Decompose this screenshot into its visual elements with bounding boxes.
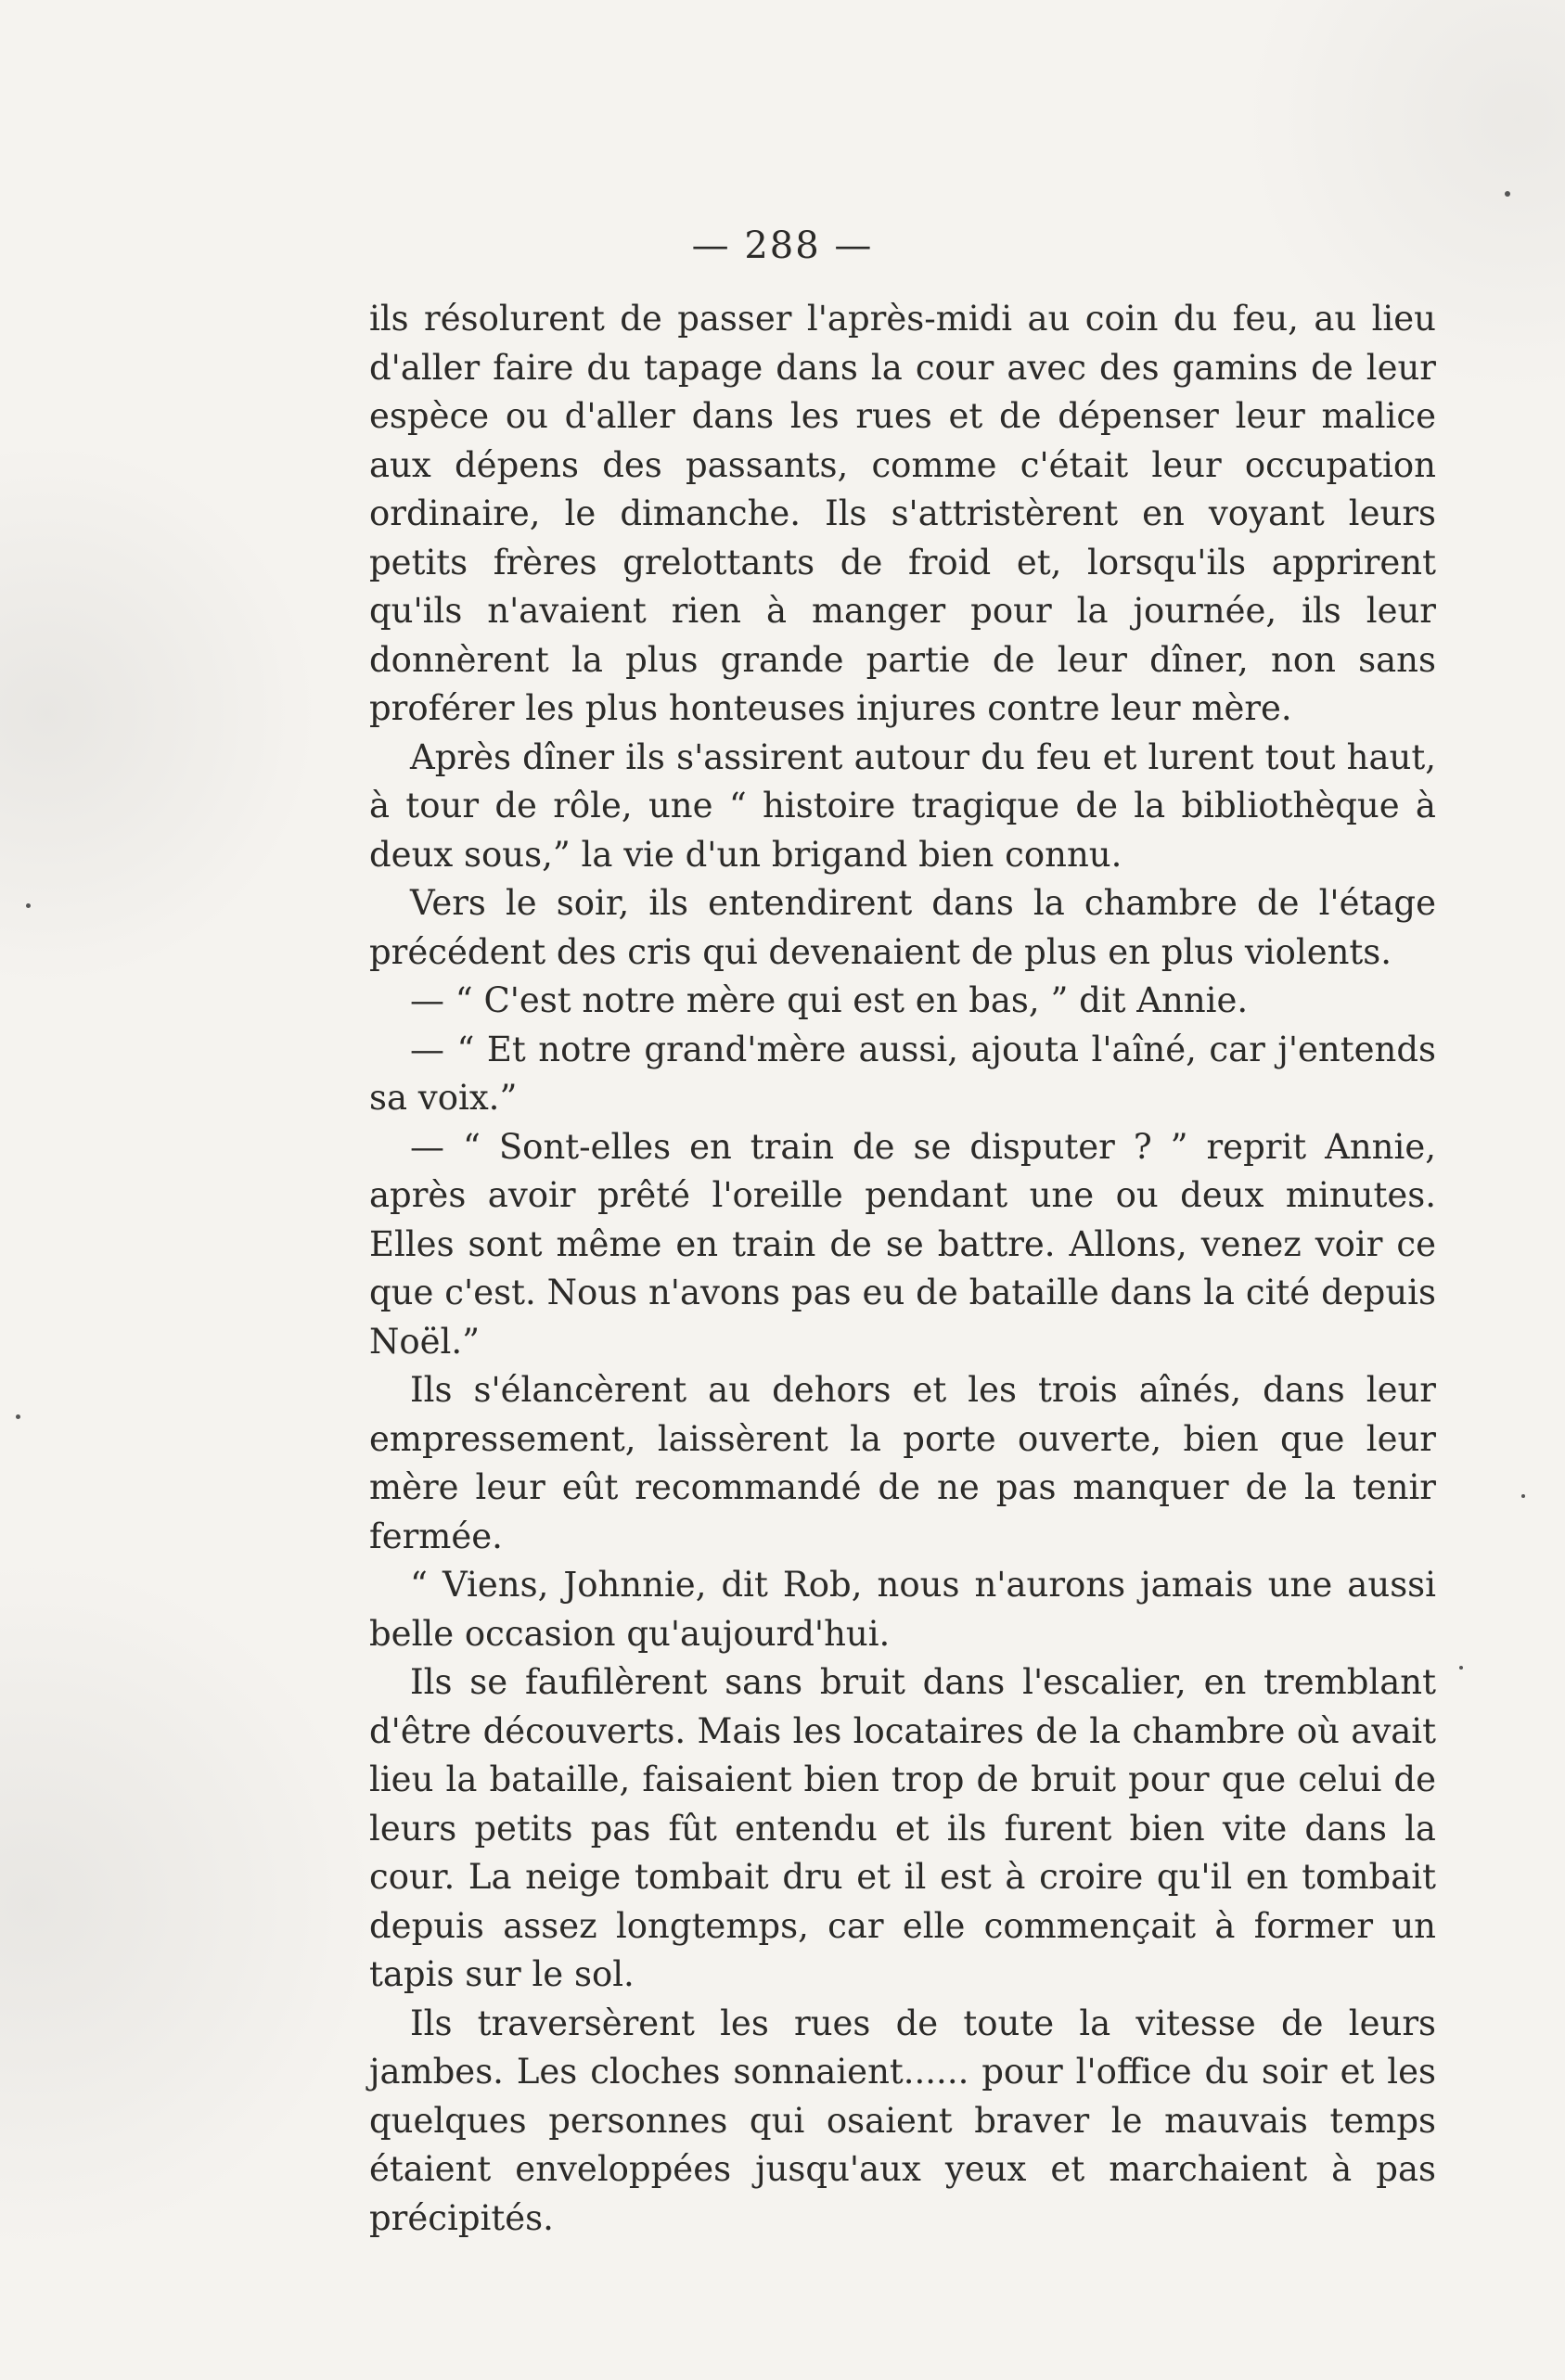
paragraph: “ Viens, Johnnie, dit Rob, nous n'aurons jamais une aussi belle occasion qu'aujourd'hui. [369, 1565, 1436, 1654]
scan-speck [16, 1414, 20, 1419]
paragraph: Ils s'élancèrent au dehors et les trois aînés, dans leur empressement, laissèrent la porte ouverte, bien que leur mère leur eût recommandé de ne pas manquer de la tenir fermée. [369, 1370, 1436, 1556]
paragraph: Après dîner ils s'assirent autour du feu et lurent tout haut, à tour de rôle, une “ histoire tragique de la bibliothèque à deux sous,” la vie d'un brigand bien connu. [369, 736, 1436, 875]
scan-speck [1521, 1494, 1525, 1498]
body-text [369, 295, 1436, 2243]
paragraph: — “ Et notre grand'mère aussi, ajouta l'aîné, car j'entends sa voix.” [369, 1029, 1436, 1118]
paragraph: — “ C'est notre mère qui est en bas, ” dit Annie. [410, 980, 1249, 1020]
paragraph: ils résolurent de passer l'après-midi au coin du feu, au lieu d'aller faire du tapage dans la cour avec des gamins de leur espèce ou d'aller dans les rues et de dépenser leur malice aux dépens des passants, comme c'était leur occupation ordinaire, le dimanche. Ils s'attristèrent en voyant leurs petits frères grelottants de froid et, lorsqu'ils apprirent qu'ils n'avaient rien à manger pour la journée, ils leur donnèrent la plus grande partie de leur dîner, non sans proférer les plus honteuses injures contre leur mère. [369, 299, 1436, 728]
scan-speck [26, 903, 31, 908]
paragraph: — “ Sont-elles en train de se disputer ? ” reprit Annie, après avoir prêté l'oreille pendant une ou deux minutes. Elles sont même en train de se battre. Allons, venez voir ce que c'est. Nous n'avons pas eu de bataille dans la cité depuis Noël.” [369, 1126, 1436, 1362]
scan-speck [1459, 1666, 1463, 1670]
page-number: — 288 — [691, 224, 874, 267]
scan-speck [1505, 191, 1510, 197]
paragraph: Vers le soir, ils entendirent dans la chambre de l'étage précédent des cris qui devenaient de plus en plus violents. [369, 883, 1436, 972]
paragraph: Ils se faufilèrent sans bruit dans l'escalier, en tremblant d'être découverts. Mais les locataires de la chambre où avait lieu la bataille, faisaient bien trop de bruit pour que celui de leurs petits pas fût entendu et ils furent bien vite dans la cour. La neige tombait dru et il est à croire qu'il en tombait depuis assez longtemps, car elle commençait à former un tapis sur le sol. [369, 1662, 1436, 1994]
paragraph: Ils traversèrent les rues de toute la vitesse de leurs jambes. Les cloches sonnaient...... pour l'office du soir et les quelques personnes qui osaient braver le mauvais temps étaient enveloppées jusqu'aux yeux et marchaient à pas précipités. [369, 2003, 1436, 2238]
